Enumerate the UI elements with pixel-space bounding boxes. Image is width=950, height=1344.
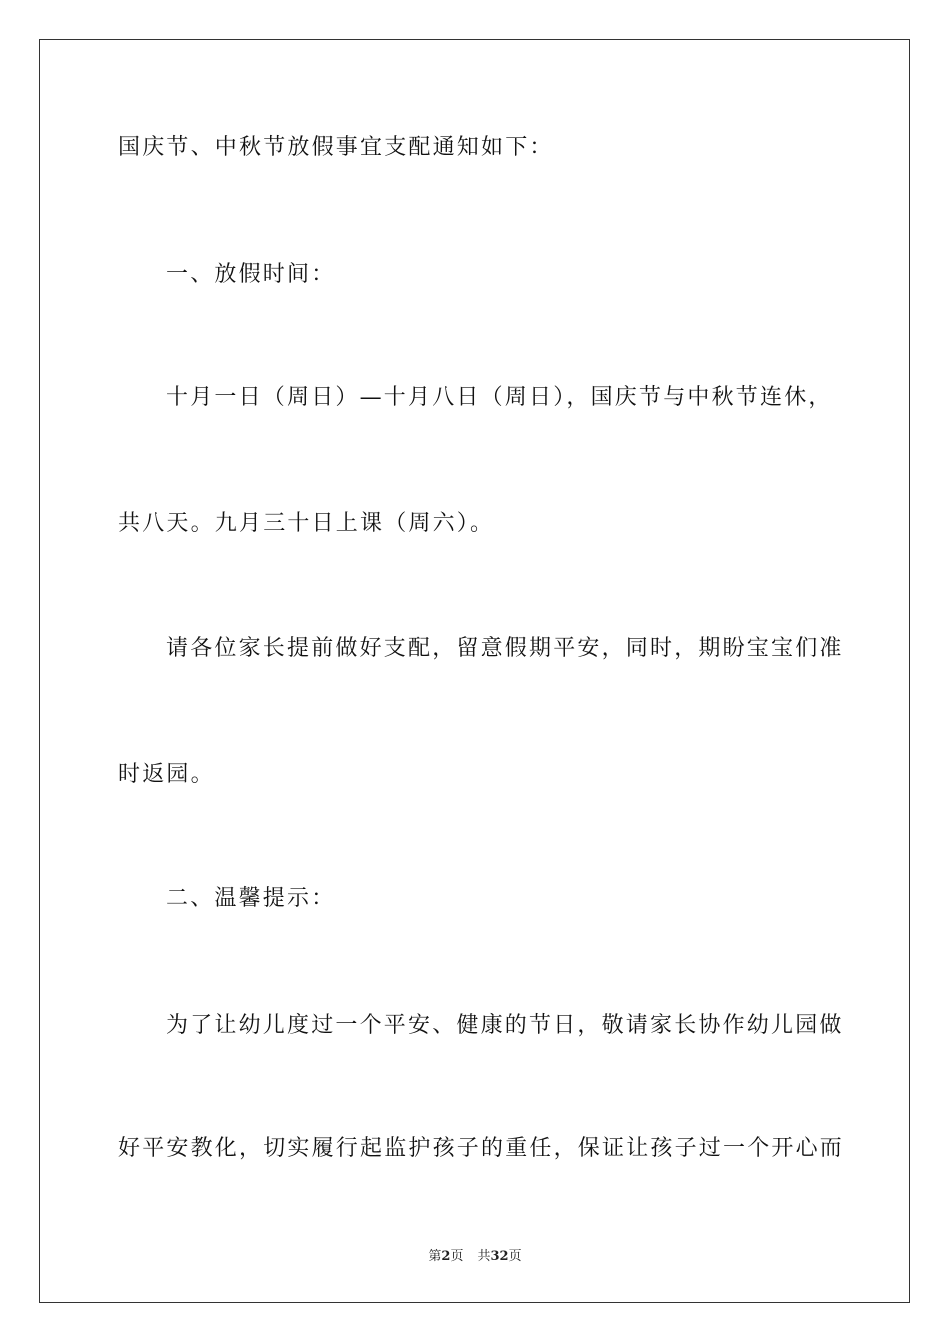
heading-holiday-time: 一、放假时间： [166, 262, 336, 287]
page-border [39, 39, 910, 1303]
paragraph-safety-line-1: 为了让幼儿度过一个平安、健康的节日，敬请家长协作幼儿园做 [166, 1013, 844, 1038]
paragraph-dates-line-1: 十月一日（周日）—十月八日（周日），国庆节与中秋节连休， [166, 385, 833, 410]
paragraph-parents-line-1: 请各位家长提前做好支配，留意假期平安，同时，期盼宝宝们准 [166, 636, 844, 661]
heading-reminder: 二、温馨提示： [166, 886, 336, 911]
page-suffix: 页 [450, 1249, 464, 1264]
total-suffix: 页 [508, 1249, 522, 1264]
paragraph-parents-line-2: 时返园。 [118, 762, 215, 787]
current-page-number: 2 [441, 1249, 451, 1264]
page-prefix: 第 [428, 1249, 442, 1264]
page-footer [0, 1248, 950, 1266]
total-prefix: 共 [477, 1249, 491, 1264]
total-page-count: 32 [490, 1249, 509, 1264]
paragraph-dates-line-2: 共八天。九月三十日上课（周六）。 [118, 511, 495, 536]
paragraph-intro: 国庆节、中秋节放假事宜支配通知如下： [118, 135, 554, 160]
paragraph-safety-line-2: 好平安教化，切实履行起监护孩子的重任，保证让孩子过一个开心而 [118, 1136, 845, 1161]
